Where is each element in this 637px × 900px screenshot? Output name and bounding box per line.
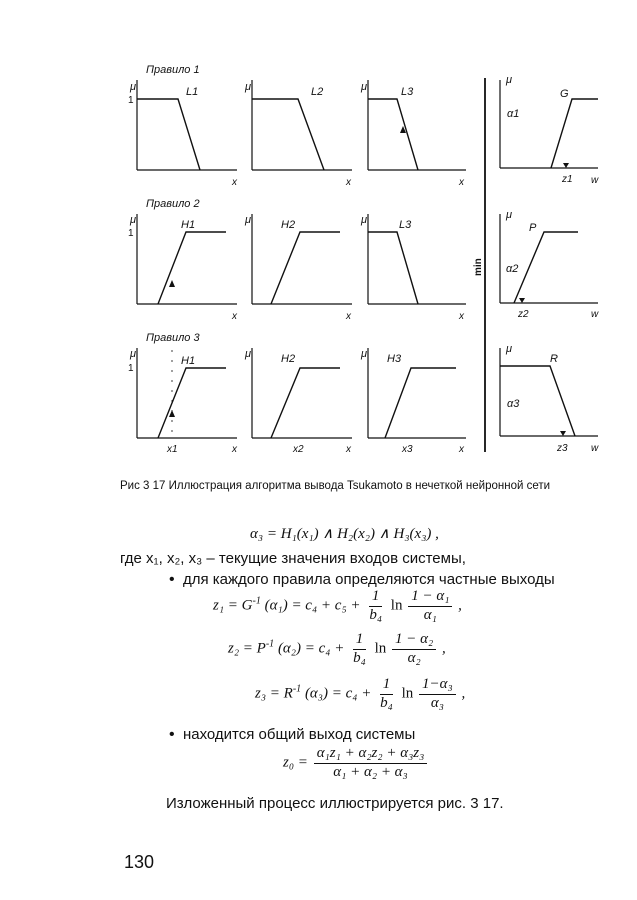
mu-axis-label: μ	[361, 348, 368, 360]
z-label: z3	[557, 443, 568, 454]
z-label: z1	[562, 174, 573, 185]
row1-title: Правило 1	[146, 64, 200, 76]
w-axis-label: w	[591, 309, 599, 320]
set-label: H1	[181, 219, 196, 231]
one-tick-label: 1	[128, 363, 134, 374]
z3-lhs: z₃ = R	[255, 685, 293, 702]
bullet-icon: •	[169, 571, 175, 588]
panel-r3-c3	[360, 348, 466, 455]
panel-r2-c3	[360, 214, 466, 322]
z2-ln: ln	[374, 640, 387, 657]
closing-text: Изложенный процесс иллюстрируется рис. 3 17.	[166, 795, 504, 812]
mu-axis-label: μ	[130, 214, 137, 226]
equation-alpha3: α₃ = H₁(x₁) ∧ H₂(x₂) ∧ H₃(x₃) ,	[250, 526, 439, 542]
x-axis-label: x	[232, 311, 237, 322]
page-number: 130	[124, 852, 155, 872]
z3-frac: $\frac{1}{\text{b₄}}$	[380, 676, 393, 711]
mu-axis-label: μ	[506, 343, 513, 355]
row3-title: Правило 3	[146, 332, 200, 344]
x-axis-label: x	[232, 177, 237, 188]
x-axis-label: x	[459, 444, 464, 455]
equation-z2: $z_2 = P^{-1}$ (α₂) = c₄ + $\frac{1}{\text{b₄}}$ ln $\frac{\text{1 − α₂}}{\text{α₂}}$ ,	[228, 631, 446, 666]
membership-curve	[158, 368, 226, 438]
z-label: z2	[518, 309, 529, 320]
z3-ln-frac: $\frac{\text{1−α₃}}{\text{α₃}}$	[419, 677, 456, 712]
bullet-2-text: находится общий выход системы	[182, 726, 416, 743]
z1-ln: ln	[390, 597, 403, 614]
mu-axis-label: μ	[361, 81, 368, 93]
output-set-label: G	[560, 88, 569, 100]
alpha-label: α1	[507, 108, 520, 120]
input-x3-label: x3	[402, 444, 413, 455]
panel-r3-c1	[128, 348, 238, 455]
equation-z3: $z_3 = R^{-1}$ (α₃) = c₄ + $\frac{1}{\text{b₄}}$ ln $\frac{\text{1−α₃}}{\text{α₃}}$ ,	[255, 676, 466, 711]
figure-caption: Рис 3 17 Иллюстрация алгоритма вывода Tsukamoto в нечеткой нейронной сети	[120, 480, 551, 492]
bullet-item-1	[169, 571, 555, 589]
x-axis-label: x	[459, 177, 464, 188]
set-label: L1	[186, 86, 199, 98]
set-label: H1	[181, 355, 196, 367]
mu-axis-label: μ	[130, 81, 137, 93]
mu-axis-label: μ	[506, 209, 513, 221]
z3-ln: ln	[401, 685, 414, 702]
panel-r3-output	[500, 343, 599, 454]
w-axis-label: w	[591, 443, 599, 454]
set-label: L3	[399, 219, 412, 231]
z1-frac: $\frac{1}{\text{b₄}}$	[369, 588, 383, 623]
set-label: H2	[281, 219, 296, 231]
z2-inverse: -1	[265, 638, 275, 650]
panel-r1-c2	[244, 80, 352, 188]
one-tick-label: 1	[128, 228, 134, 239]
panel-r2-output	[500, 209, 599, 320]
z3-inverse: -1	[292, 683, 302, 695]
z2-ln-frac: $\frac{\text{1 − α₂}}{\text{α₂}}$	[392, 632, 436, 667]
panel-r3-c2	[244, 348, 352, 455]
mu-axis-label: μ	[245, 348, 252, 360]
text-where: где x₁, x₂, x₃ – текущие значения входов системы,	[120, 550, 466, 567]
activation-marker	[169, 280, 175, 287]
x-axis-label: x	[232, 444, 237, 455]
output-set-label: P	[529, 222, 537, 234]
x-axis-label: x	[346, 444, 351, 455]
z0-lhs: z₀ =	[283, 754, 308, 771]
bullet-1-text: для каждого правила определяются частные выходы	[182, 571, 555, 588]
panel-r2-c2	[244, 214, 352, 322]
mu-axis-label: μ	[506, 74, 513, 86]
set-label: L3	[401, 86, 414, 98]
membership-curve	[271, 368, 340, 438]
alpha-label: α3	[507, 398, 520, 410]
z2-lhs: z₂ = P	[228, 640, 266, 657]
z1-ln-frac: $\frac{\text{1 − α₁}}{\text{α₁}}$	[408, 589, 452, 624]
output-set-label: R	[550, 353, 558, 365]
mu-axis-label: μ	[245, 81, 252, 93]
membership-curve	[137, 99, 200, 170]
z0-frac: $\frac{\text{α₁z₁ + α₂z₂ + α₃z₃}}{\text{α₁ + α₂ + α₃}}$	[314, 746, 428, 781]
membership-curve	[252, 99, 324, 170]
set-label: H2	[281, 353, 296, 365]
mu-axis-label: μ	[361, 214, 368, 226]
panel-r1-c1	[128, 80, 238, 188]
z1-args: (α₁) = c₄ + c₅ +	[264, 597, 361, 614]
equation-z1: $z_1 = G^{-1}$ (α₁) = c₄ + c₅ + $\frac{1}{\text{b₄}}$ ln $\frac{\text{1 − α₁}}{\text{α₁}}$ ,	[213, 588, 462, 623]
membership-curve	[385, 368, 456, 438]
x-axis-label: x	[346, 311, 351, 322]
min-label: min	[473, 258, 484, 276]
membership-curve	[158, 232, 226, 304]
membership-curve	[551, 99, 598, 168]
row2-title: Правило 2	[146, 198, 200, 210]
z1-inverse: -1	[252, 595, 261, 607]
mu-axis-label: μ	[130, 348, 137, 360]
equation-z0	[283, 746, 429, 781]
w-axis-label: w	[591, 175, 599, 186]
mu-axis-label: μ	[245, 214, 252, 226]
z3-args: (α₃) = c₄ +	[304, 685, 372, 702]
z1-lhs: z₁ = G	[213, 597, 253, 614]
x-axis-label: x	[346, 177, 351, 188]
membership-curve	[271, 232, 340, 304]
output-marker	[560, 431, 566, 436]
set-label: L2	[311, 86, 324, 98]
bullet-item-2	[169, 726, 415, 744]
membership-curve	[368, 99, 418, 170]
input-x1-label: x1	[167, 444, 178, 455]
membership-curve	[514, 232, 578, 303]
input-x2-label: x2	[293, 444, 304, 455]
panel-r1-c3	[360, 80, 466, 188]
membership-curve	[368, 232, 418, 304]
bullet-icon: •	[169, 726, 175, 743]
x-axis-label: x	[459, 311, 464, 322]
panel-r2-c1	[128, 214, 238, 322]
z2-args: (α₂) = c₄ +	[277, 640, 345, 657]
panel-r1-output	[500, 74, 599, 186]
set-label: H3	[387, 353, 402, 365]
output-marker	[519, 298, 525, 303]
z2-frac: $\frac{1}{\text{b₄}}$	[353, 631, 366, 666]
alpha-label: α2	[506, 263, 519, 275]
output-marker	[563, 163, 569, 168]
one-tick-label: 1	[128, 95, 134, 106]
